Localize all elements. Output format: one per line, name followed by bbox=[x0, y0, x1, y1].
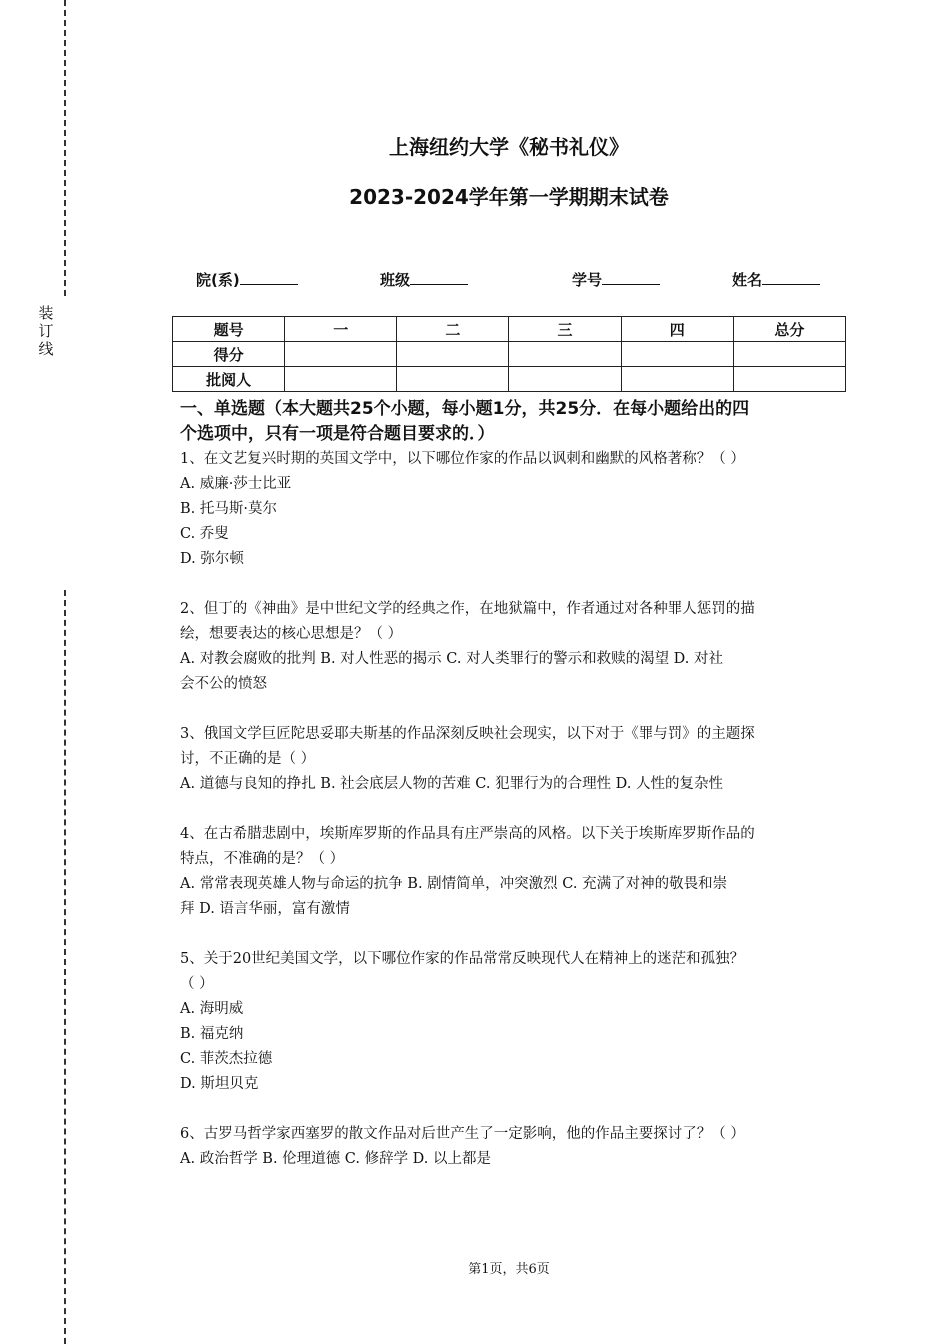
fill-blank[interactable] bbox=[240, 270, 298, 285]
options-line[interactable]: A. 对教会腐败的批判 B. 对人性恶的揭示 C. 对人类罪行的警示和救赎的渴望 D. 对社 bbox=[180, 651, 724, 667]
question-5 bbox=[180, 947, 840, 1097]
question-text: 特点，不准确的是？（ ） bbox=[180, 851, 345, 867]
binding-char: 订 bbox=[38, 322, 54, 340]
question-2 bbox=[180, 597, 840, 697]
question-text: 1、在文艺复兴时期的英国文学中，以下哪位作家的作品以讽刺和幽默的风格著称？（ ） bbox=[180, 451, 745, 467]
grader-cell[interactable] bbox=[397, 367, 509, 392]
options-line[interactable]: 拜 D. 语言华丽，富有激情 bbox=[180, 901, 350, 917]
option[interactable]: C. 乔叟 bbox=[180, 526, 229, 542]
page-footer: 第1页，共6页 bbox=[468, 1262, 550, 1277]
binding-char: 线 bbox=[38, 340, 54, 358]
question-text: 绘，想要表达的核心思想是？（ ） bbox=[180, 626, 403, 642]
binding-dashed-line-bottom bbox=[64, 590, 66, 1344]
options-line[interactable]: A. 道德与良知的挣扎 B. 社会底层人物的苦难 C. 犯罪行为的合理性 D. 人性的复杂性 bbox=[180, 776, 724, 792]
info-field-department[interactable] bbox=[196, 269, 298, 290]
table-header-cell: 总分 bbox=[733, 317, 845, 342]
question-text: 5、关于20世纪美国文学，以下哪位作家的作品常常反映现代人在精神上的迷茫和孤独？ bbox=[180, 951, 745, 967]
section-heading-line: 一、单选题（本大题共25个小题，每小题1分，共25分．在每小题给出的四 bbox=[180, 399, 750, 419]
section-heading-line: 个选项中，只有一项是符合题目要求的．） bbox=[180, 424, 495, 444]
score-table-row bbox=[173, 342, 846, 367]
row-label: 得分 bbox=[173, 342, 285, 367]
question-1 bbox=[180, 447, 840, 572]
fill-blank[interactable] bbox=[410, 270, 468, 285]
score-table bbox=[172, 316, 846, 392]
score-cell[interactable] bbox=[621, 342, 733, 367]
options-line[interactable]: 会不公的愤怒 bbox=[180, 676, 267, 692]
fill-blank[interactable] bbox=[602, 270, 660, 285]
question-6 bbox=[180, 1122, 840, 1172]
row-label: 批阅人 bbox=[173, 367, 285, 392]
exam-content bbox=[180, 397, 840, 1197]
score-cell[interactable] bbox=[509, 342, 621, 367]
option[interactable]: D. 弥尔顿 bbox=[180, 551, 244, 567]
question-text: 4、在古希腊悲剧中，埃斯库罗斯的作品具有庄严崇高的风格。以下关于埃斯库罗斯作品的 bbox=[180, 826, 755, 842]
score-table-row bbox=[173, 367, 846, 392]
score-cell[interactable] bbox=[397, 342, 509, 367]
option[interactable]: B. 福克纳 bbox=[180, 1026, 244, 1042]
grader-cell[interactable] bbox=[621, 367, 733, 392]
option[interactable]: D. 斯坦贝克 bbox=[180, 1076, 259, 1092]
option[interactable]: A. 海明威 bbox=[180, 1001, 244, 1017]
question-text: 2、但丁的《神曲》是中世纪文学的经典之作，在地狱篇中，作者通过对各种罪人惩罚的描 bbox=[180, 601, 755, 617]
binding-char: 装 bbox=[38, 304, 54, 322]
info-label: 学号 bbox=[572, 271, 603, 289]
question-text: 讨，不正确的是（ ） bbox=[180, 751, 316, 767]
exam-title: 上海纽约大学《秘书礼仪》 bbox=[389, 135, 629, 159]
info-label: 班级 bbox=[380, 271, 411, 289]
info-label: 院(系) bbox=[196, 271, 240, 289]
question-4 bbox=[180, 822, 840, 922]
table-header-cell: 三 bbox=[509, 317, 621, 342]
binding-label bbox=[36, 304, 56, 358]
table-header-cell: 四 bbox=[621, 317, 733, 342]
option[interactable]: B. 托马斯·莫尔 bbox=[180, 501, 277, 517]
table-header-cell: 题号 bbox=[173, 317, 285, 342]
info-field-class[interactable] bbox=[380, 269, 468, 290]
info-label: 姓名 bbox=[732, 271, 763, 289]
options-line[interactable]: A. 政治哲学 B. 伦理道德 C. 修辞学 D. 以上都是 bbox=[180, 1151, 492, 1167]
option[interactable]: A. 威廉·莎士比亚 bbox=[180, 476, 292, 492]
section-heading bbox=[180, 397, 840, 447]
info-field-student-id[interactable] bbox=[572, 269, 660, 290]
score-cell[interactable] bbox=[733, 342, 845, 367]
question-3 bbox=[180, 722, 840, 797]
score-table-header-row bbox=[173, 317, 846, 342]
question-text: 6、古罗马哲学家西塞罗的散文作品对后世产生了一定影响，他的作品主要探讨了？（ ） bbox=[180, 1126, 745, 1142]
grader-cell[interactable] bbox=[733, 367, 845, 392]
exam-subtitle: 2023-2024学年第一学期期末试卷 bbox=[349, 185, 669, 209]
grader-cell[interactable] bbox=[509, 367, 621, 392]
table-header-cell: 二 bbox=[397, 317, 509, 342]
fill-blank[interactable] bbox=[762, 270, 820, 285]
option[interactable]: C. 菲茨杰拉德 bbox=[180, 1051, 273, 1067]
score-cell[interactable] bbox=[285, 342, 397, 367]
question-text: 3、俄国文学巨匠陀思妥耶夫斯基的作品深刻反映社会现实，以下对于《罪与罚》的主题探 bbox=[180, 726, 755, 742]
info-field-name[interactable] bbox=[732, 269, 820, 290]
question-text: （ ） bbox=[180, 976, 214, 992]
options-line[interactable]: A. 常常表现英雄人物与命运的抗争 B. 剧情简单，冲突激烈 C. 充满了对神的敬畏和崇 bbox=[180, 876, 728, 892]
grader-cell[interactable] bbox=[285, 367, 397, 392]
table-header-cell: 一 bbox=[285, 317, 397, 342]
